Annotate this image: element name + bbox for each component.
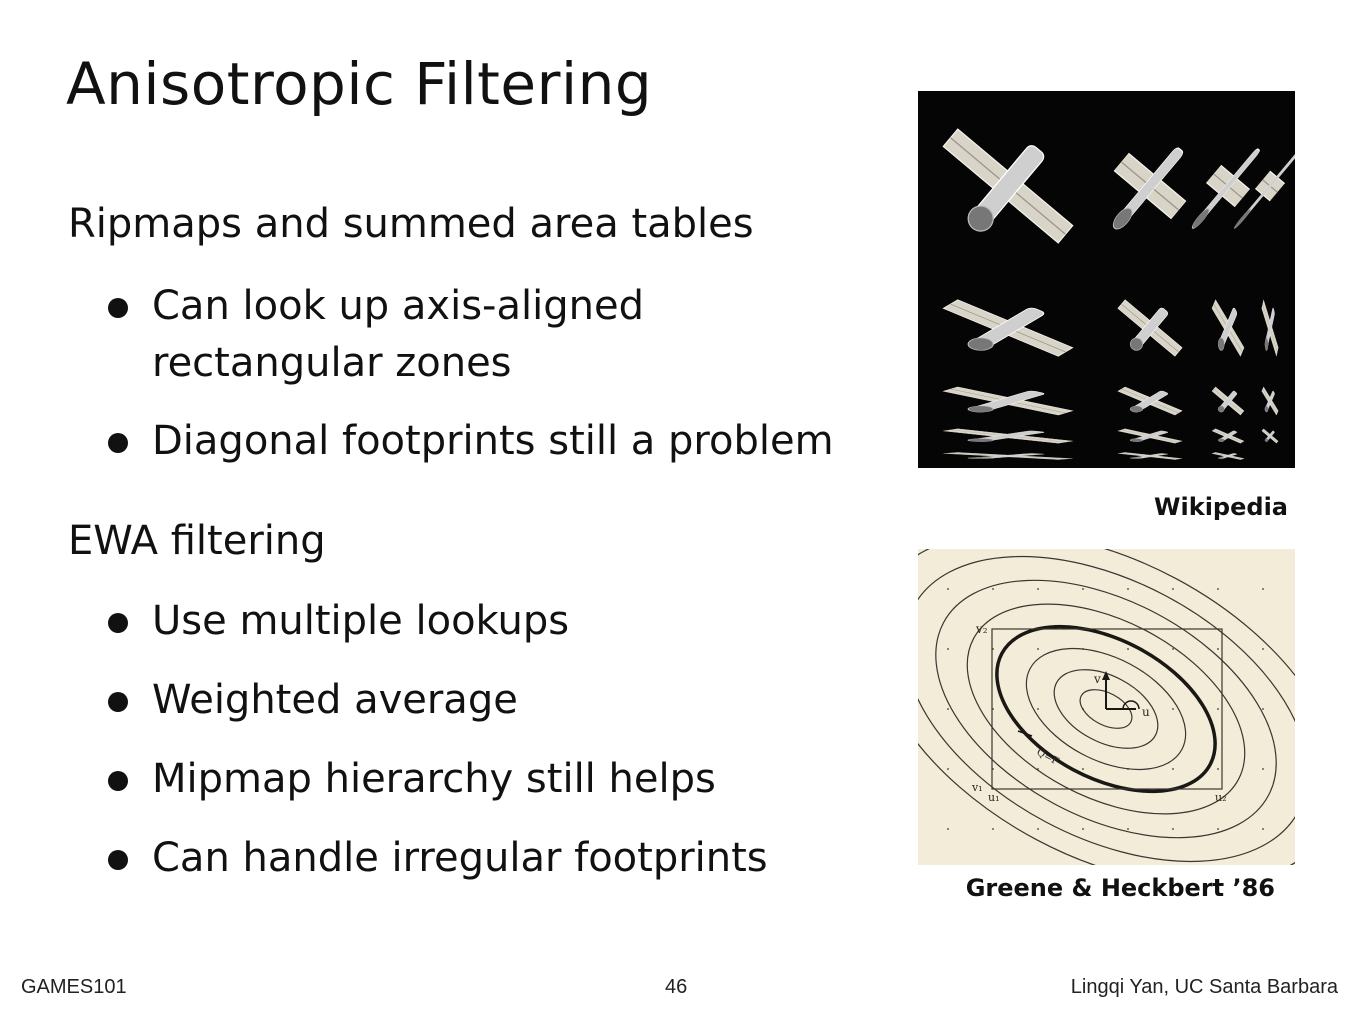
ripmap-caption: Wikipedia bbox=[1154, 493, 1288, 521]
section-heading-ewa: EWA filtering bbox=[68, 518, 326, 564]
bullet-dot bbox=[108, 613, 128, 633]
bullet-dot bbox=[108, 433, 128, 453]
bullet-dot bbox=[108, 771, 128, 791]
bullet-text: Use multiple lookups bbox=[152, 598, 570, 644]
bullet-dot bbox=[108, 850, 128, 870]
slide-title: Anisotropic Filtering bbox=[66, 50, 653, 118]
bullet-text: Mipmap hierarchy still helps bbox=[152, 756, 716, 802]
ewa-caption: Greene & Heckbert ’86 bbox=[965, 874, 1275, 902]
diagram-label-qf: Q=F bbox=[1034, 746, 1061, 768]
bullet-text: Can handle irregular footprints bbox=[152, 835, 768, 881]
section-heading-ripmaps: Ripmaps and summed area tables bbox=[68, 201, 754, 247]
footer-course-name: GAMES101 bbox=[21, 976, 127, 998]
diagram-label-v1: v₁ bbox=[972, 781, 983, 794]
page-number: 46 bbox=[665, 976, 688, 998]
bullet-text: Weighted average bbox=[152, 677, 518, 723]
footer-author: Lingqi Yan, UC Santa Barbara bbox=[1070, 976, 1338, 998]
bullet-text: Can look up axis-aligned rectangular zones bbox=[152, 283, 644, 386]
ewa-ellipse-diagram bbox=[918, 549, 1295, 865]
diagram-label-u2: u₂ bbox=[1215, 791, 1227, 804]
bullet-dot bbox=[108, 298, 128, 318]
diagram-label-v: v bbox=[1094, 672, 1101, 686]
bullet-item bbox=[108, 593, 569, 650]
bullet-item bbox=[108, 278, 712, 392]
diagram-label-u: u bbox=[1142, 705, 1150, 719]
bullet-item bbox=[108, 751, 716, 808]
diagram-label-v2: v₂ bbox=[976, 622, 988, 636]
bullet-item bbox=[108, 672, 518, 729]
bullet-text: Diagonal footprints still a problem bbox=[152, 418, 834, 464]
diagram-label-u1: u₁ bbox=[988, 791, 1000, 804]
bullet-item bbox=[108, 830, 768, 887]
bullet-dot bbox=[108, 692, 128, 712]
bullet-item bbox=[108, 413, 834, 470]
ripmap-satellite-image bbox=[918, 91, 1295, 468]
